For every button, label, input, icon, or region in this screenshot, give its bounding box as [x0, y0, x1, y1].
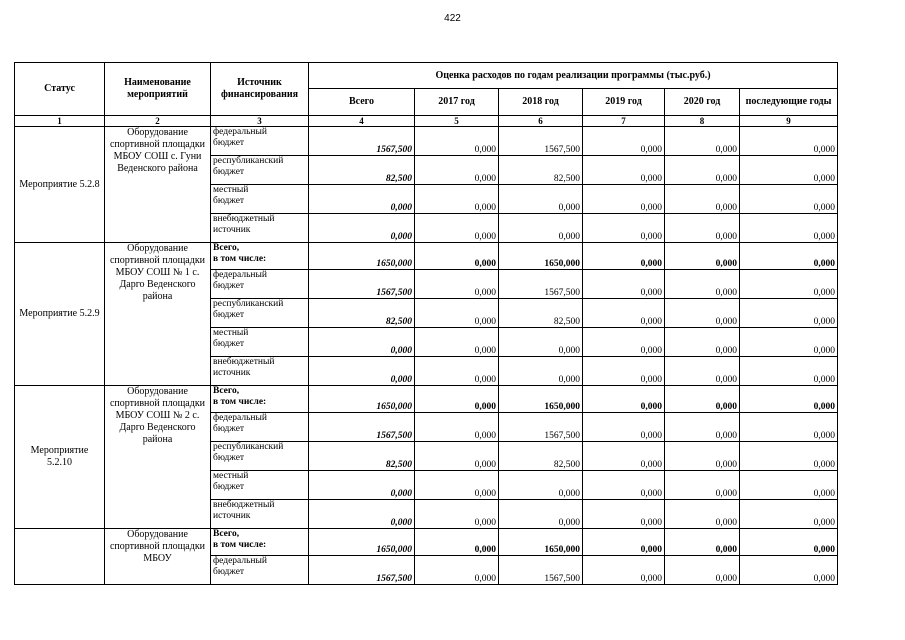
amount-total: 1567,500	[309, 413, 415, 442]
table-row	[15, 243, 838, 270]
amount-total: 1567,500	[309, 127, 415, 156]
header-2019: 2019 год	[583, 89, 665, 116]
amount-cell: 0,000	[665, 214, 740, 243]
header-total: Всего	[309, 89, 415, 116]
amount-cell: 0,000	[583, 471, 665, 500]
amount-cell: 0,000	[499, 214, 583, 243]
amount-cell: 0,000	[665, 299, 740, 328]
measure-name: Оборудование спортивной площадки МБОУ СОШ № 1 с. Дарго Веденского района	[105, 243, 211, 386]
amount-cell: 82,500	[499, 442, 583, 471]
amount-cell: 0,000	[583, 185, 665, 214]
amount-cell: 0,000	[583, 386, 665, 413]
measure-status: Мероприятие 5.2.10	[15, 386, 105, 529]
amount-cell: 0,000	[740, 328, 838, 357]
amount-cell: 0,000	[583, 529, 665, 556]
measure-status	[15, 529, 105, 585]
funding-source: Всего, в том числе:	[211, 243, 309, 270]
table-row	[15, 127, 838, 156]
amount-cell: 0,000	[740, 156, 838, 185]
amount-cell: 0,000	[665, 500, 740, 529]
header-later-years: последующие годы	[740, 89, 838, 116]
amount-cell: 0,000	[415, 299, 499, 328]
column-number: 9	[740, 116, 838, 127]
amount-cell: 0,000	[740, 386, 838, 413]
amount-cell: 0,000	[415, 185, 499, 214]
budget-table-body	[15, 127, 838, 585]
amount-cell: 82,500	[499, 299, 583, 328]
amount-cell: 0,000	[499, 185, 583, 214]
funding-source: республиканский бюджет	[211, 299, 309, 328]
amount-cell: 0,000	[415, 214, 499, 243]
funding-source: федеральный бюджет	[211, 270, 309, 299]
amount-cell: 0,000	[499, 500, 583, 529]
amount-cell: 1567,500	[499, 127, 583, 156]
header-status: Статус	[15, 63, 105, 116]
amount-cell: 1567,500	[499, 270, 583, 299]
amount-cell: 0,000	[415, 413, 499, 442]
amount-cell: 0,000	[740, 529, 838, 556]
amount-cell: 0,000	[740, 500, 838, 529]
amount-cell: 0,000	[415, 328, 499, 357]
column-number: 4	[309, 116, 415, 127]
amount-cell: 0,000	[499, 471, 583, 500]
amount-cell: 0,000	[415, 529, 499, 556]
amount-cell: 0,000	[740, 185, 838, 214]
funding-source: республиканский бюджет	[211, 156, 309, 185]
funding-source: внебюджетный источник	[211, 214, 309, 243]
amount-cell: 0,000	[583, 413, 665, 442]
amount-cell: 1567,500	[499, 556, 583, 585]
amount-cell: 1567,500	[499, 413, 583, 442]
amount-cell: 0,000	[740, 413, 838, 442]
amount-total: 1650,000	[309, 386, 415, 413]
amount-cell: 1650,000	[499, 386, 583, 413]
table-row	[15, 529, 838, 556]
amount-cell: 0,000	[415, 357, 499, 386]
amount-cell: 0,000	[665, 156, 740, 185]
amount-cell: 82,500	[499, 156, 583, 185]
amount-cell: 0,000	[499, 357, 583, 386]
amount-total: 82,500	[309, 299, 415, 328]
amount-cell: 0,000	[415, 270, 499, 299]
header-2020: 2020 год	[665, 89, 740, 116]
budget-table	[14, 62, 838, 585]
amount-total: 0,000	[309, 185, 415, 214]
header-source: Источник финансирования	[211, 63, 309, 116]
amount-cell: 0,000	[665, 357, 740, 386]
amount-cell: 0,000	[665, 556, 740, 585]
amount-cell: 0,000	[665, 243, 740, 270]
header-2018: 2018 год	[499, 89, 583, 116]
header-name: Наименование мероприятий	[105, 63, 211, 116]
amount-total: 1650,000	[309, 529, 415, 556]
amount-total: 0,000	[309, 500, 415, 529]
amount-cell: 0,000	[583, 299, 665, 328]
amount-total: 0,000	[309, 471, 415, 500]
amount-total: 0,000	[309, 214, 415, 243]
header-estimate: Оценка расходов по годам реализации программы (тыс.руб.)	[309, 63, 838, 89]
amount-cell: 0,000	[740, 357, 838, 386]
amount-cell: 0,000	[740, 556, 838, 585]
amount-cell: 0,000	[415, 243, 499, 270]
amount-cell: 0,000	[583, 214, 665, 243]
amount-cell: 0,000	[665, 328, 740, 357]
amount-cell: 0,000	[740, 270, 838, 299]
funding-source: федеральный бюджет	[211, 413, 309, 442]
funding-source: внебюджетный источник	[211, 357, 309, 386]
header-2017: 2017 год	[415, 89, 499, 116]
funding-source: местный бюджет	[211, 328, 309, 357]
amount-cell: 0,000	[665, 442, 740, 471]
measure-status: Мероприятие 5.2.8	[15, 127, 105, 243]
amount-cell: 0,000	[415, 500, 499, 529]
funding-source: внебюджетный источник	[211, 500, 309, 529]
measure-name: Оборудование спортивной площадки МБОУ СОШ № 2 с. Дарго Веденского района	[105, 386, 211, 529]
column-number: 8	[665, 116, 740, 127]
funding-source: федеральный бюджет	[211, 556, 309, 585]
amount-cell: 0,000	[665, 529, 740, 556]
amount-cell: 0,000	[583, 328, 665, 357]
amount-cell: 0,000	[740, 127, 838, 156]
amount-cell: 0,000	[583, 270, 665, 299]
amount-cell: 0,000	[665, 471, 740, 500]
funding-source: республиканский бюджет	[211, 442, 309, 471]
column-number: 1	[15, 116, 105, 127]
column-number: 5	[415, 116, 499, 127]
amount-cell: 0,000	[583, 127, 665, 156]
amount-total: 1567,500	[309, 270, 415, 299]
amount-cell: 0,000	[415, 442, 499, 471]
amount-cell: 0,000	[583, 500, 665, 529]
amount-cell: 0,000	[665, 386, 740, 413]
amount-cell: 0,000	[415, 556, 499, 585]
page-number: 422	[444, 13, 461, 24]
amount-cell: 0,000	[583, 243, 665, 270]
amount-cell: 0,000	[415, 156, 499, 185]
amount-cell: 0,000	[665, 185, 740, 214]
amount-cell: 0,000	[583, 156, 665, 185]
amount-cell: 0,000	[740, 214, 838, 243]
amount-total: 0,000	[309, 328, 415, 357]
amount-cell: 1650,000	[499, 243, 583, 270]
column-number: 2	[105, 116, 211, 127]
amount-cell: 0,000	[665, 127, 740, 156]
amount-cell: 0,000	[415, 386, 499, 413]
measure-status: Мероприятие 5.2.9	[15, 243, 105, 386]
amount-total: 82,500	[309, 442, 415, 471]
column-numbers-row	[15, 116, 838, 127]
measure-name: Оборудование спортивной площадки МБОУ	[105, 529, 211, 585]
amount-cell: 0,000	[740, 243, 838, 270]
amount-total: 82,500	[309, 156, 415, 185]
funding-source: федеральный бюджет	[211, 127, 309, 156]
column-number: 7	[583, 116, 665, 127]
amount-cell: 0,000	[740, 442, 838, 471]
funding-source: местный бюджет	[211, 185, 309, 214]
table-row	[15, 386, 838, 413]
amount-cell: 0,000	[583, 442, 665, 471]
amount-cell: 0,000	[583, 357, 665, 386]
amount-total: 0,000	[309, 357, 415, 386]
column-number: 6	[499, 116, 583, 127]
funding-source: местный бюджет	[211, 471, 309, 500]
amount-cell: 0,000	[665, 413, 740, 442]
amount-cell: 0,000	[740, 299, 838, 328]
amount-total: 1567,500	[309, 556, 415, 585]
amount-cell: 1650,000	[499, 529, 583, 556]
column-number: 3	[211, 116, 309, 127]
amount-total: 1650,000	[309, 243, 415, 270]
amount-cell: 0,000	[415, 471, 499, 500]
amount-cell: 0,000	[415, 127, 499, 156]
funding-source: Всего, в том числе:	[211, 386, 309, 413]
amount-cell: 0,000	[665, 270, 740, 299]
amount-cell: 0,000	[740, 471, 838, 500]
amount-cell: 0,000	[499, 328, 583, 357]
funding-source: Всего, в том числе:	[211, 529, 309, 556]
amount-cell: 0,000	[583, 556, 665, 585]
measure-name: Оборудование спортивной площадки МБОУ СОШ с. Гуни Веденского района	[105, 127, 211, 243]
